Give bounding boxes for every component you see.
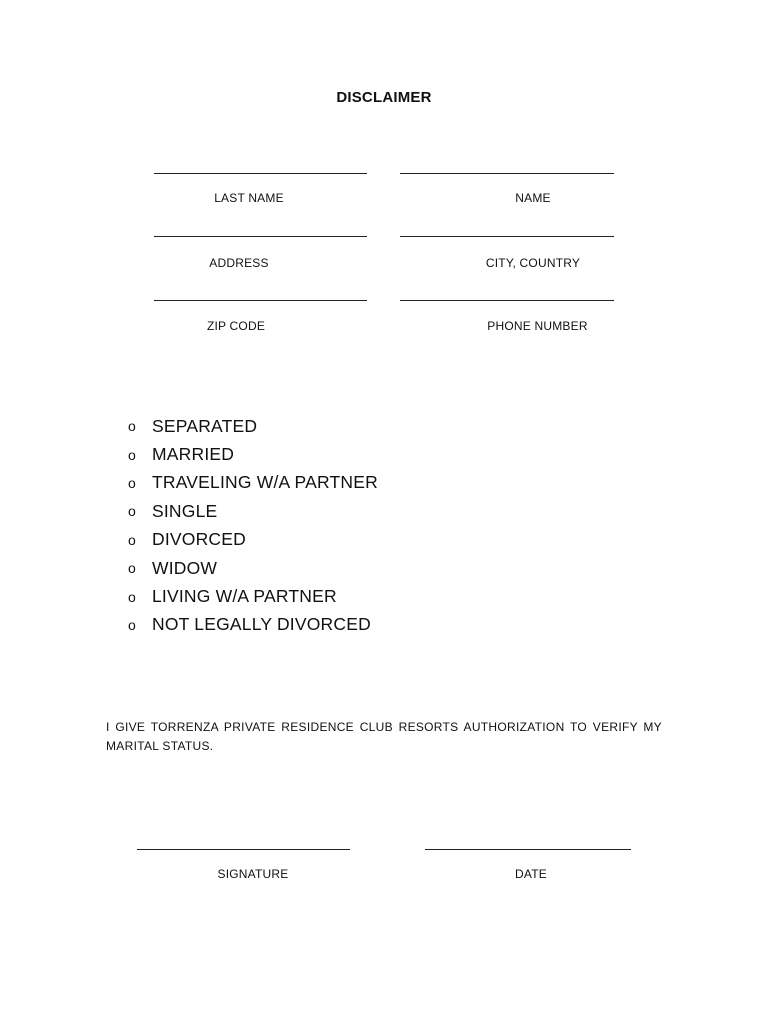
option-bullet-icon: o [128,588,136,605]
address-line[interactable] [154,236,367,237]
address-label: ADDRESS [209,256,269,270]
option-bullet-icon: o [128,531,136,548]
option-label: MARRIED [152,444,235,465]
date-line[interactable] [425,849,631,850]
name-line[interactable] [400,173,614,174]
last-name-label: LAST NAME [214,191,284,205]
option-label: SINGLE [152,500,218,521]
status-option-traveling-with-partner[interactable] [128,469,378,497]
disclaimer-title: DISCLAIMER [336,89,432,106]
option-bullet-icon: o [128,503,136,520]
zip-code-label: ZIP CODE [206,319,266,333]
status-option-separated[interactable] [128,412,378,440]
city-country-line[interactable] [400,236,614,237]
marital-status-list [128,412,378,639]
date-label: DATE [515,867,547,881]
option-label: LIVING W/A PARTNER [152,586,337,607]
option-bullet-icon: o [128,616,136,633]
status-option-married[interactable] [128,440,378,468]
zip-code-line[interactable] [154,300,367,301]
authorization-statement: I GIVE TORRENZA PRIVATE RESIDENCE CLUB RESORTS AUTHORIZATION TO VERIFY MY MARITAL STATUS. [106,720,662,753]
name-label: NAME [515,191,551,205]
option-label: TRAVELING W/A PARTNER [152,472,378,493]
phone-number-label: PHONE NUMBER [487,319,588,333]
option-bullet-icon: o [128,560,136,577]
option-label: NOT LEGALLY DIVORCED [152,614,371,635]
status-option-single[interactable] [128,497,378,525]
option-label: SEPARATED [152,415,258,436]
status-option-divorced[interactable] [128,526,378,554]
status-option-living-with-partner[interactable] [128,582,378,610]
city-country-label: CITY, COUNTRY [485,256,581,270]
signature-label: SIGNATURE [217,867,289,881]
option-label: DIVORCED [152,529,246,550]
status-option-widow[interactable] [128,554,378,582]
phone-number-line[interactable] [400,300,614,301]
option-label: WIDOW [152,557,218,578]
signature-line[interactable] [137,849,350,850]
status-option-not-legally-divorced[interactable] [128,611,378,639]
last-name-line[interactable] [154,173,367,174]
option-bullet-icon: o [128,446,136,463]
option-bullet-icon: o [128,418,136,435]
option-bullet-icon: o [128,474,136,491]
